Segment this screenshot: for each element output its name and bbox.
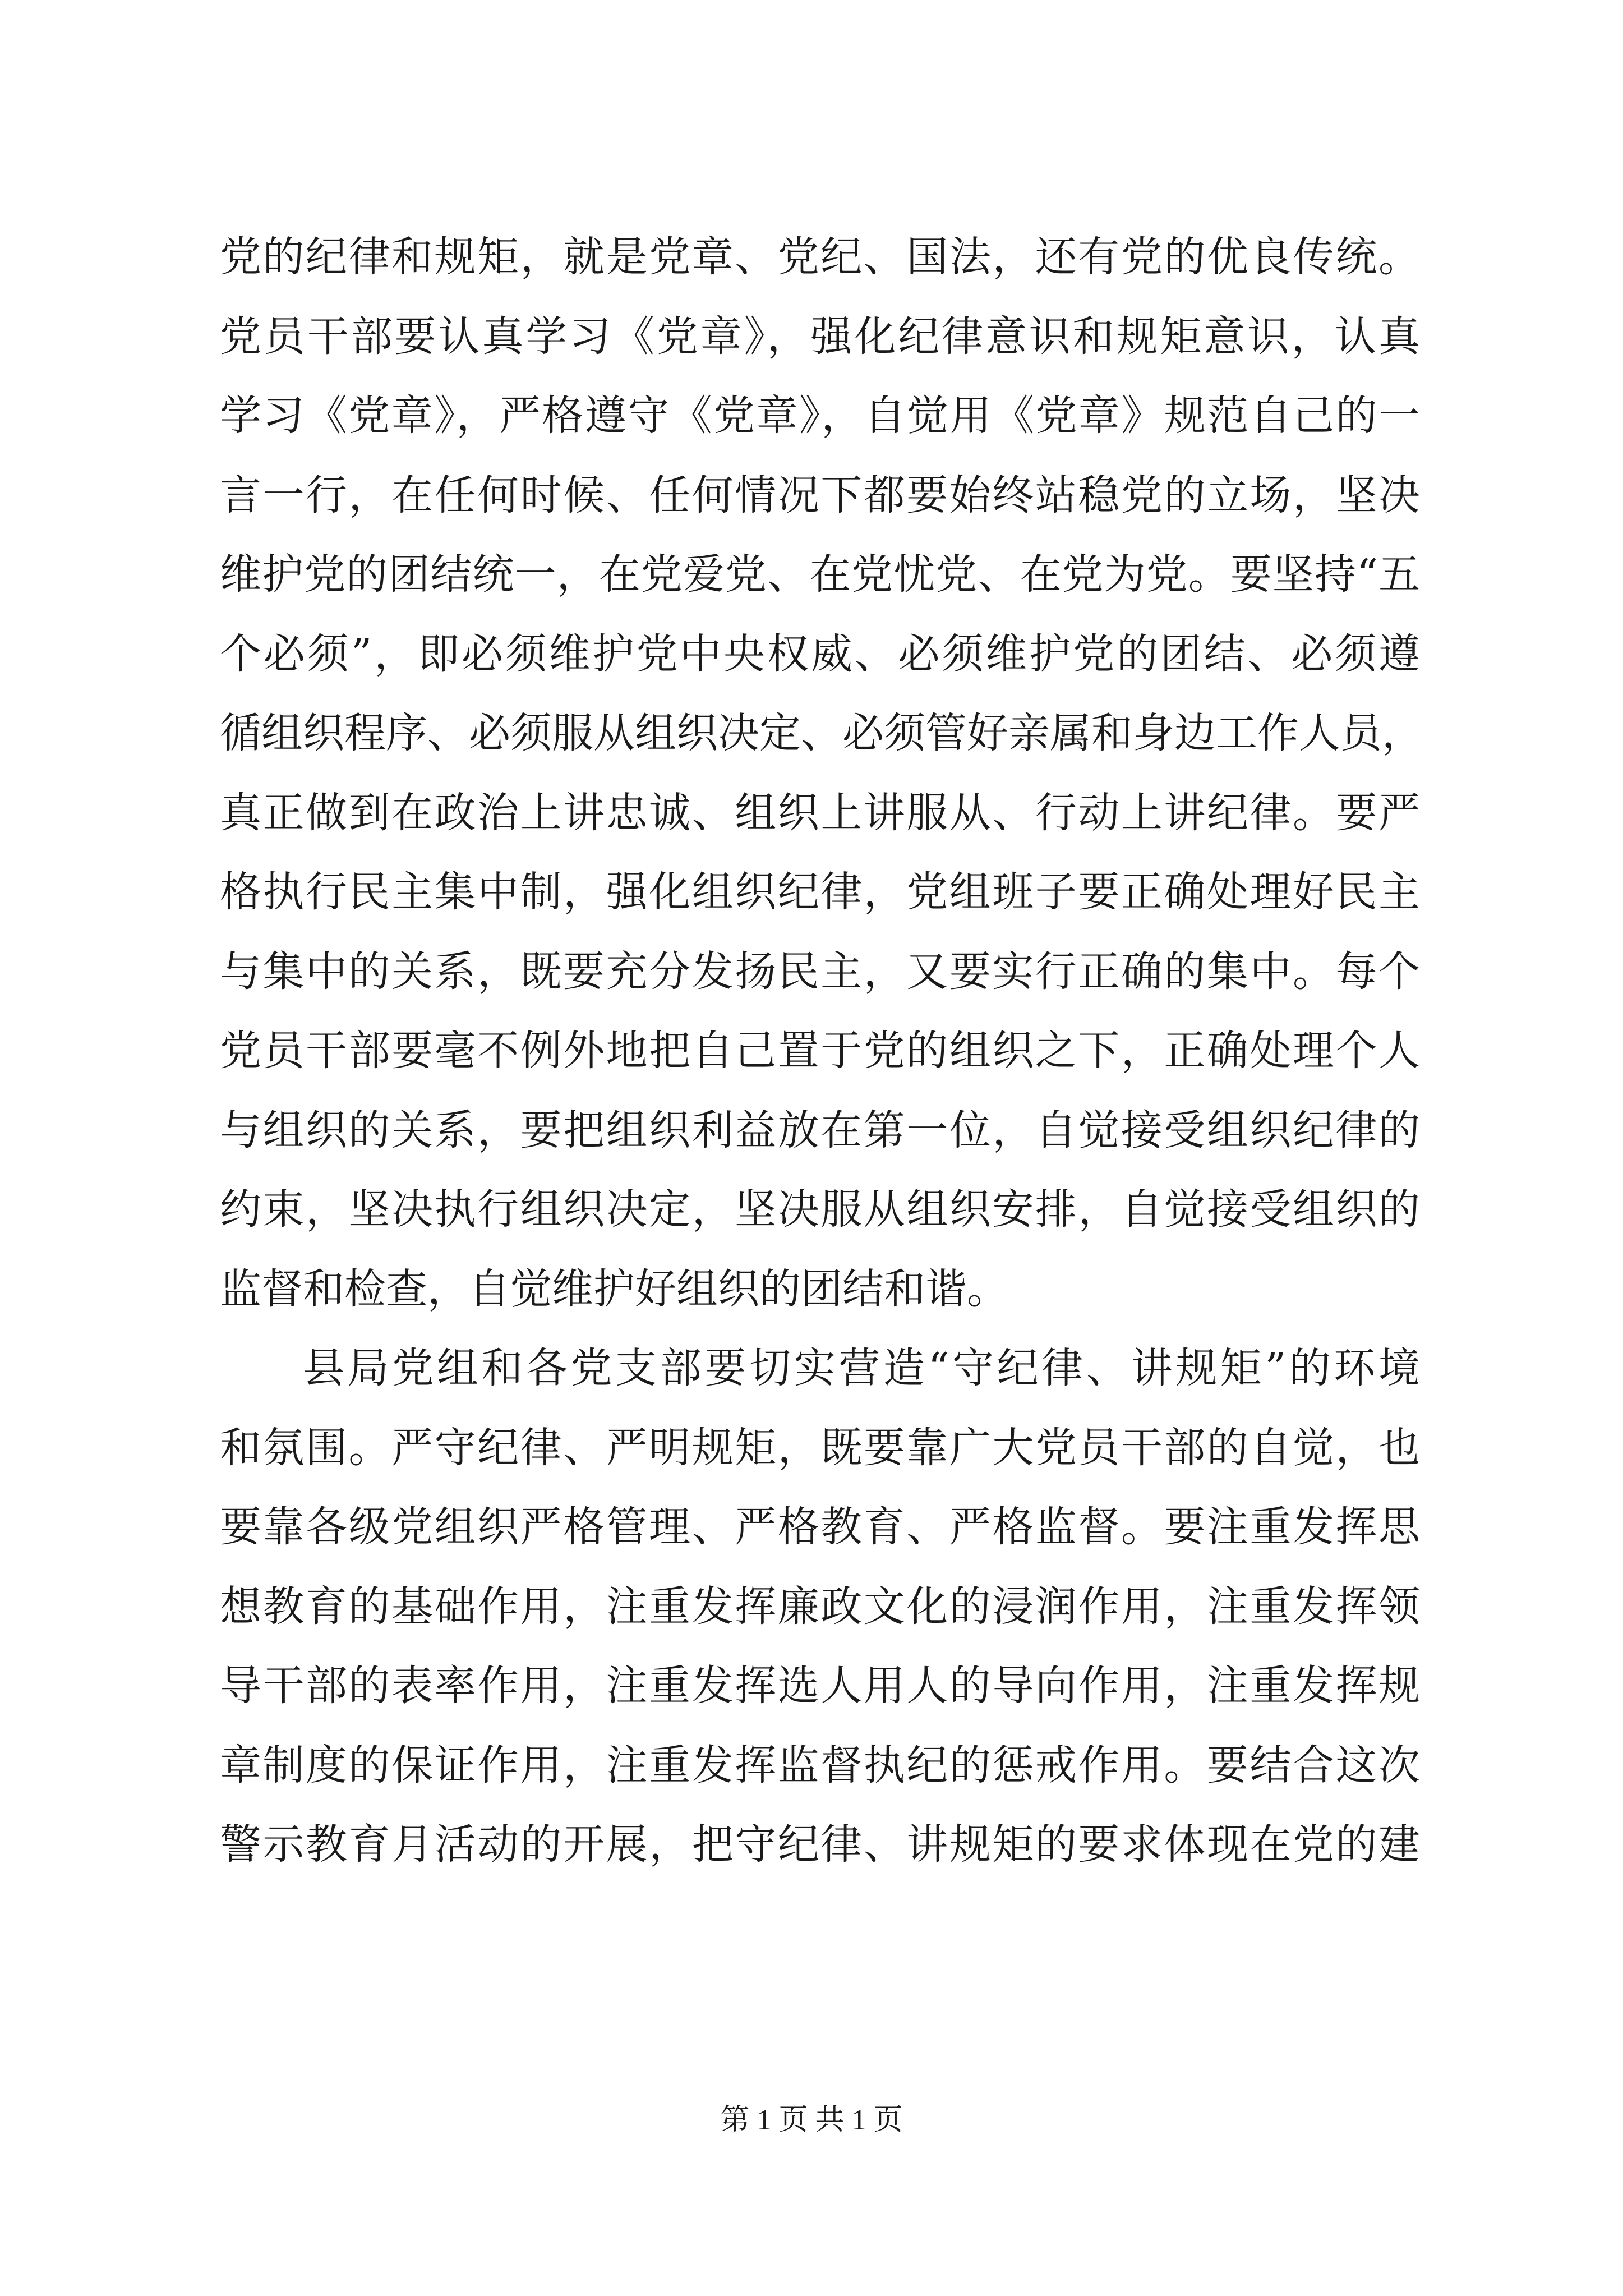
paragraph-1 <box>220 218 1423 1329</box>
text-line: 想教育的基础作用，注重发挥廉政文化的浸润作用，注重发挥领 <box>220 1582 1420 1631</box>
text-line: 维护党的团结统一，在党爱党、在党忧党、在党为党。要坚持“五 <box>220 550 1420 599</box>
page-footer <box>0 2101 1623 2140</box>
text-line: 监督和检查，自觉维护好组织的团结和谐。 <box>220 1264 1008 1313</box>
text-line: 党员干部要毫不例外地把自己置于党的组织之下，正确处理个人 <box>220 1027 1420 1075</box>
text-line: 与组织的关系，要把组织利益放在第一位，自觉接受组织纪律的 <box>220 1106 1420 1154</box>
text-line: 党员干部要认真学习《党章》，强化纪律意识和规矩意识，认真 <box>220 312 1420 361</box>
page-number-label: 第 1 页 共 1 页 <box>720 2104 903 2136</box>
text-line: 循组织程序、必须服从组织决定、必须管好亲属和身边工作人员， <box>220 709 1423 757</box>
body-text <box>220 218 1423 1885</box>
text-line: 县局党组和各党支部要切实营造“守纪律、讲规矩”的环境 <box>303 1344 1420 1392</box>
text-line: 要靠各级党组织严格管理、严格教育、严格监督。要注重发挥思 <box>220 1503 1420 1551</box>
text-line: 导干部的表率作用，注重发挥选人用人的导向作用，注重发挥规 <box>220 1662 1420 1710</box>
paragraph-2 <box>220 1329 1420 1885</box>
text-line: 与集中的关系，既要充分发扬民主，又要实行正确的集中。每个 <box>220 947 1420 996</box>
text-line: 学习《党章》，严格遵守《党章》，自觉用《党章》规范自己的一 <box>220 392 1420 440</box>
text-line: 章制度的保证作用，注重发挥监督执纪的惩戒作用。要结合这次 <box>220 1741 1420 1789</box>
text-line: 警示教育月活动的开展，把守纪律、讲规矩的要求体现在党的建 <box>220 1820 1420 1869</box>
text-line: 和氛围。严守纪律、严明规矩，既要靠广大党员干部的自觉，也 <box>220 1423 1420 1472</box>
text-line: 约束，坚决执行组织决定，坚决服从组织安排，自觉接受组织的 <box>220 1185 1420 1234</box>
text-line: 真正做到在政治上讲忠诚、组织上讲服从、行动上讲纪律。要严 <box>220 788 1420 837</box>
text-line: 格执行民主集中制，强化组织纪律，党组班子要正确处理好民主 <box>220 868 1420 916</box>
text-line: 党的纪律和规矩，就是党章、党纪、国法，还有党的优良传统。 <box>220 233 1420 281</box>
text-line: 个必须”，即必须维护党中央权威、必须维护党的团结、必须遵 <box>220 629 1420 678</box>
text-line: 言一行，在任何时候、任何情况下都要始终站稳党的立场，坚决 <box>220 471 1420 519</box>
